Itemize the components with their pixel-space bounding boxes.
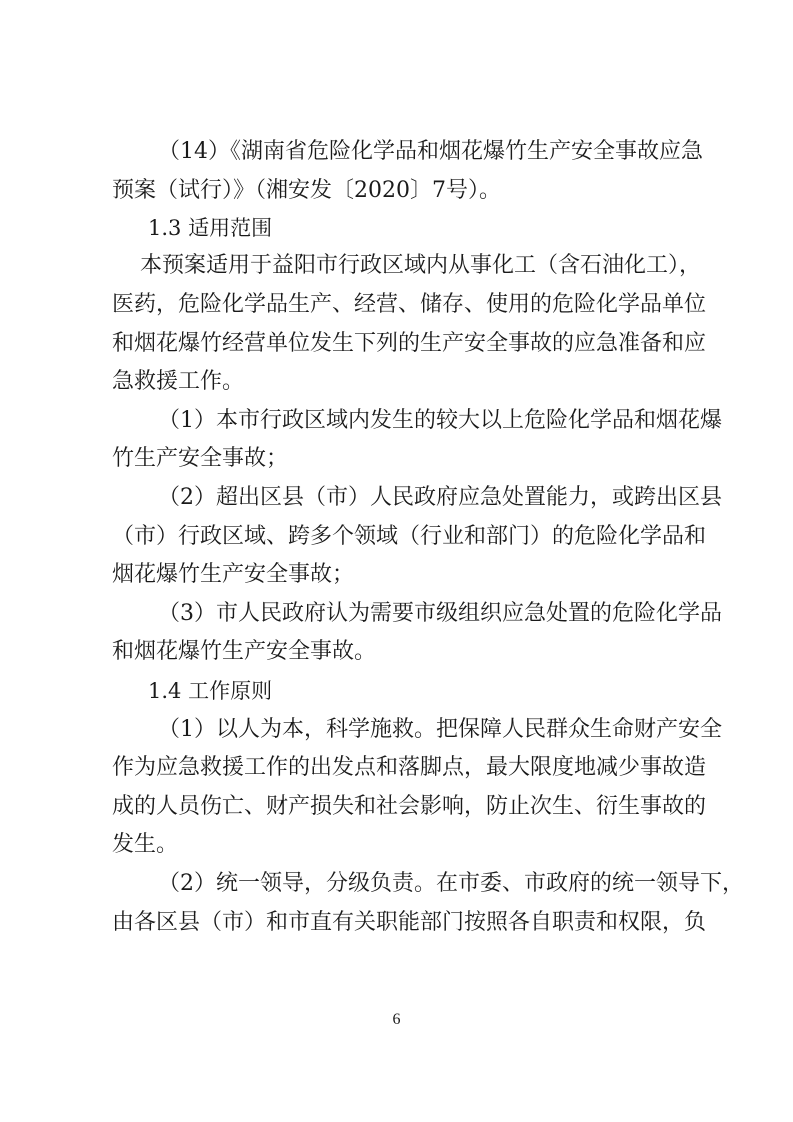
paragraph-line: 发生。	[112, 832, 179, 857]
paragraph-line: （1）本市行政区域内发生的较大以上危险化学品和烟花爆	[158, 408, 722, 433]
paragraph-line: （2）超出区县（市）人民政府应急处置能力，或跨出区县	[158, 485, 722, 510]
paragraph-line: （14）《湖南省危险化学品和烟花爆竹生产安全事故应急	[158, 139, 703, 164]
paragraph-line: （市）行政区域、跨多个领域（行业和部门）的危险化学品和	[112, 524, 707, 549]
paragraph-line: 和烟花爆竹生产安全事故。	[112, 639, 377, 664]
paragraph-line: （1）以人为本，科学施救。把保障人民群众生命财产安全	[158, 717, 722, 742]
paragraph-line: 作为应急救援工作的出发点和落脚点，最大限度地减少事故造	[112, 755, 707, 780]
paragraph-line: 预案（试行）》（湘安发〔2020〕7号）。	[112, 178, 501, 203]
section-heading: 1.3 适用范围	[148, 216, 273, 240]
section-heading: 1.4 工作原则	[148, 679, 273, 703]
paragraph-line: （3）市人民政府认为需要市级组织应急处置的危险化学品	[158, 601, 722, 626]
page-number: 6	[392, 1011, 401, 1028]
paragraph-line: 急救援工作。	[112, 369, 245, 394]
paragraph-line: 医药，危险化学品生产、经营、储存、使用的危险化学品单位	[112, 292, 707, 317]
paragraph-line: 烟花爆竹生产安全事故；	[112, 562, 355, 587]
paragraph-line: 成的人员伤亡、财产损失和社会影响，防止次生、衍生事故的	[112, 794, 707, 819]
paragraph-line: 和烟花爆竹经营单位发生下列的生产安全事故的应急准备和应	[112, 331, 707, 356]
paragraph-line: （2）统一领导，分级负责。在市委、市政府的统一领导下，	[158, 871, 744, 896]
paragraph-line: 由各区县（市）和市直有关职能部门按照各自职责和权限，负	[112, 910, 707, 935]
paragraph-line: 竹生产安全事故；	[112, 446, 289, 471]
paragraph-line: 本预案适用于益阳市行政区域内从事化工（含石油化工），	[140, 253, 702, 278]
